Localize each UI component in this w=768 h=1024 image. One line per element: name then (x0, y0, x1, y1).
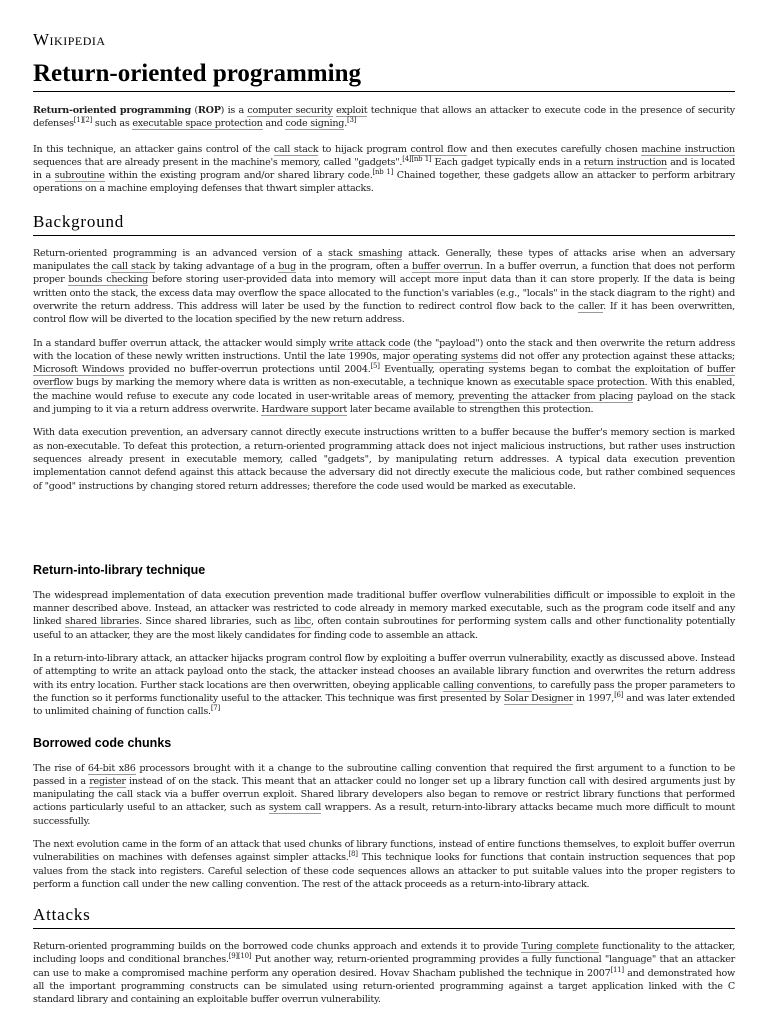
citation-link[interactable]: [9][10] (228, 952, 252, 961)
link-register[interactable]: register (89, 775, 126, 787)
citation-link[interactable]: [1][2] (73, 116, 93, 125)
link-hardware-support[interactable]: Hardware support (261, 404, 348, 416)
citation-link[interactable]: [3] (347, 116, 357, 125)
link-operating-systems[interactable]: operating systems (412, 350, 498, 362)
link-bounds-checking[interactable]: bounds checking (68, 274, 149, 286)
bcc-paragraph-2: The next evolution came in the form of an attack that used chunks of library functions, instead of entire functions themselves, to exploit buffer overrun vulnerabilities on machines with defenses against simpler attacks.[8] This technique looks for functions that contain instruction sequences that pop values from the stack into registers. Careful selection of these code sequences allows an attacker to put suitable values into the proper registers to perform a function call under the new calling convention. The rest of the attack proceeds as a return-into-library attack. (33, 838, 735, 890)
link-machine-instruction[interactable]: machine instruction (641, 143, 735, 155)
link-exploit[interactable]: exploit (336, 105, 368, 116)
link-computer-security[interactable]: computer security (247, 105, 333, 116)
article-page (33, 0, 768, 1007)
wikipedia-wordmark[interactable]: Wikipedia (33, 30, 106, 49)
link-shared-libraries[interactable]: shared libraries (65, 616, 140, 628)
link-preventing-attacker[interactable]: preventing the attacker from placing (458, 390, 634, 402)
link-control-flow[interactable]: control flow (410, 143, 467, 155)
citation-link[interactable]: [4][nb 1] (402, 154, 432, 163)
background-paragraph-1: Return-oriented programming is an advanced version of a stack smashing attack. Generally, these types of attacks arise when an adversary manipulates the call stack by taking advantage of a bug in the program, often a buffer overrun. In a buffer overrun, a function that does not perform proper bounds checking before storing user-provided data into memory will accept more input data than it can store properly. If the data is being written onto the stack, the excess data may overflow the space allocated to the function's variables (e.g., "locals" in the stack diagram to the right) and overwrite the return address. This address will later be used by the function to redirect control flow back to the caller. If it has been overwritten, control flow will be diverted to the location specified by the new return address. (33, 247, 736, 326)
ril-paragraph-2: In a return-into-library attack, an attacker hijacks program control flow by exploiting a buffer overrun vulnerability, exactly as discussed above. Instead of attempting to write an attack payload onto the stack, the attacker instead chooses an available library function and overwrites the return address with its entry location. Further stack locations are then overwritten, obeying applicable calling conventions, to carefully pass the proper parameters to the function so it performs functionality useful to the attacker. This technique was first presented by Solar Designer in 1997,[6] and was later extended to unlimited chaining of function calls.[7] (33, 653, 736, 718)
ril-paragraph-1: The widespread implementation of data execution prevention made traditional buffer overflow vulnerabilities difficult or impossible to exploit in the manner described above. Instead, an attacker was restricted to code already in memory marked executable, such as the program code itself and any linked shared libraries. Since shared libraries, such as libc, often contain subroutines for performing system calls and other functionality potentially useful to an attacker, they are the most likely candidates for finding code to assemble an attack. (33, 589, 735, 641)
link-return-instruction[interactable]: return instruction (583, 156, 667, 168)
lead-paragraph-2: In this technique, an attacker gains control of the call stack to hijack program control flow and then executes carefully chosen machine instruction sequences that are already present in the machine's memory, called "gadgets".[4][nb 1] Each gadget typically ends in a return instruction and is located in a subroutine within the existing program and/or shared library code.[nb 1] Chained together, these gadgets allow an attacker to perform arbitrary operations on a machine employing defenses that thwart simpler attacks. (33, 143, 736, 195)
link-write-attack-code[interactable]: write attack code (329, 337, 411, 349)
link-code-signing[interactable]: code signing (285, 118, 345, 130)
link-microsoft-windows[interactable]: Microsoft Windows (33, 364, 125, 376)
citation-link[interactable]: [5] (370, 362, 380, 371)
lead-term: Return-oriented programming (33, 105, 191, 116)
citation-link[interactable]: [6] (614, 690, 624, 699)
background-paragraph-2: In a standard buffer overrun attack, the attacker would simply write attack code (the "payload") onto the stack and then overwrite the return address with the location of these newly written instructions. Until the late 1990s, major operating systems did not offer any protection against these attacks; Microsoft Windows provided no buffer-overrun protections until 2004.[5] Eventually, operating systems began to combat the exploitation of buffer overflow bugs by marking the memory where data is written as non-executable, a technique known as executable space protection. With this enabled, the machine would refuse to execute any code located in user-writable areas of memory, preventing the attacker from placing payload on the stack and jumping to it via a return address overwrite. Hardware support later became available to strengthen this protection. (33, 337, 736, 416)
citation-link[interactable]: [nb 1] (372, 168, 394, 177)
lead-paragraph-1: Return-oriented programming (ROP) is a computer security exploit technique that allows an attacker to execute code in the presence of security defenses[1][2] such as executable space protection and code signing.[3] (33, 105, 735, 130)
link-64-bit-x86[interactable]: 64-bit x86 (87, 762, 136, 774)
link-subroutine[interactable]: subroutine (54, 170, 105, 182)
section-heading-background: Background (33, 212, 735, 236)
link-call-stack[interactable]: call stack (111, 261, 156, 273)
link-libc[interactable]: libc (294, 616, 312, 628)
link-call-stack[interactable]: call stack (273, 143, 319, 155)
subsection-heading-return-into-library: Return-into-library technique (33, 562, 206, 577)
link-system-call[interactable]: system call (268, 802, 322, 814)
link-calling-conventions[interactable]: calling conventions (442, 679, 533, 691)
citation-link[interactable]: [11] (610, 965, 624, 974)
link-caller[interactable]: caller (578, 300, 604, 312)
link-executable-space-protection[interactable]: executable space protection (513, 377, 645, 389)
link-buffer-overflow[interactable]: buffer overflow (33, 364, 735, 389)
attacks-paragraph-1: Return-oriented programming builds on the borrowed code chunks approach and extends it to provide Turing complete functionality to the attacker, including loops and conditional branches.[9][10] Put another way, return-oriented programming provides a fully functional "language" that an attacker can use to make a compromised machine perform any operation desired. Hovav Shacham published the technique in 2007[11] and demonstrated how all the important programming constructs can be simulated using return-oriented programming against a target application linked with the C standard library and containing an exploitable buffer overrun vulnerability. (33, 941, 735, 1006)
citation-link[interactable]: [8] (348, 850, 358, 859)
lead-abbr: ROP (197, 105, 221, 116)
bcc-paragraph-1: The rise of 64-bit x86 processors brought with it a change to the subroutine calling convention that required the first argument to a function to be passed in a register instead of on the stack. This meant that an attacker could no longer set up a library function call with desired arguments just by manipulating the call stack via a buffer overrun exploit. Shared library developers also began to remove or restrict library functions that performed actions particularly useful to an attacker, such as system call wrappers. As a result, return-into-library attacks became much more difficult to mount successfully. (33, 762, 735, 827)
citation-link[interactable]: [7] (210, 704, 220, 713)
link-stack-smashing[interactable]: stack smashing (328, 247, 403, 259)
subsection-heading-borrowed-code-chunks: Borrowed code chunks (33, 735, 172, 750)
background-paragraph-3: With data execution prevention, an adversary cannot directly execute instructions written to a buffer because the buffer's memory section is marked as non-executable. To defeat this protection, a return-oriented programming attack does not inject malicious instructions, but rather uses instruction sequences already present in executable memory, called "gadgets", by manipulating return addresses. A typical data execution prevention implementation cannot defend against this attack because the adversary did not directly execute the malicious code, but rather combined sequences of "good" instructions by changing stored return addresses; therefore the code used would be marked as executable. (33, 427, 735, 492)
link-executable-space-protection[interactable]: executable space protection (132, 118, 263, 130)
section-heading-attacks: Attacks (33, 905, 735, 929)
link-bug[interactable]: bug (278, 261, 296, 273)
page-title: Return-oriented programming (33, 60, 735, 92)
link-solar-designer[interactable]: Solar Designer (503, 692, 574, 704)
link-turing-complete[interactable]: Turing complete (521, 941, 599, 953)
link-buffer-overrun[interactable]: buffer overrun (411, 261, 481, 273)
